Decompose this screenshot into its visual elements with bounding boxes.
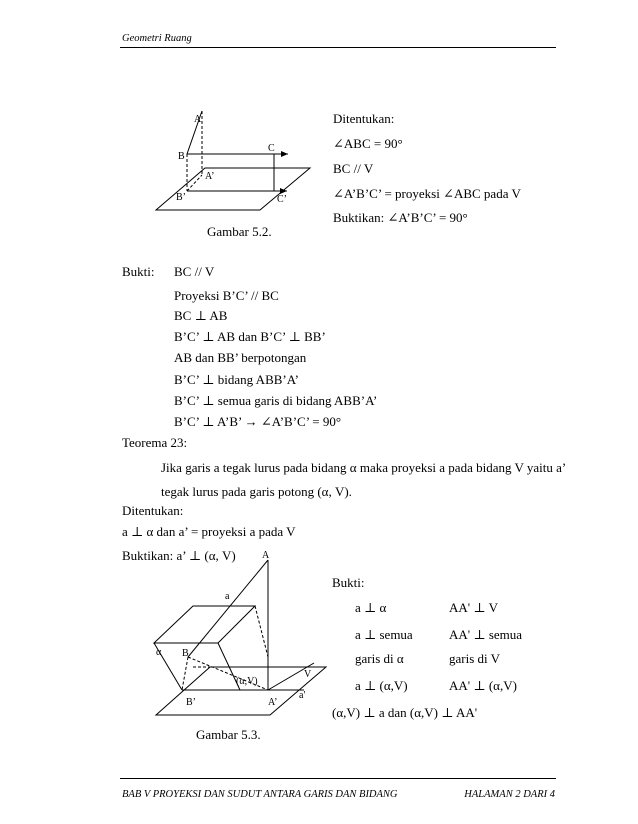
line-dash [182, 657, 188, 690]
label-line-a: a [225, 591, 230, 602]
label-b-prime: B’ [186, 697, 196, 708]
proof-2-right: garis di V [449, 651, 501, 666]
proof-1-step: B’C’ ⊥ A’B’ → ∠A’B’C’ = 90° [174, 414, 342, 429]
given-1-line: ∠ABC = 90° [333, 136, 403, 151]
theorem-prove: Buktikan: a’ ⊥ (α, V) [122, 548, 236, 563]
label-a: A [262, 550, 270, 561]
theorem-given-heading: Ditentukan: [122, 503, 184, 518]
label-alpha-v: (α,V) [236, 676, 258, 687]
proof-1-first: BC // V [174, 264, 215, 279]
proof-1-step: B’C’ ⊥ AB dan B’C’ ⊥ BB’ [174, 329, 326, 344]
theorem-title: Teorema 23: [122, 435, 188, 450]
proof-2-left: a ⊥ α [355, 600, 387, 615]
label-a-prime-line: a' [299, 690, 306, 701]
given-1-heading: Ditentukan: [333, 111, 395, 126]
label-c-prime: C’ [277, 194, 287, 205]
figure-5-2 [150, 105, 320, 220]
proof-2-left: garis di α [355, 651, 404, 666]
footer-chapter: BAB V PROYEKSI DAN SUDUT ANTARA GARIS DAN BIDANG [122, 789, 398, 800]
proof-1-step: B’C’ ⊥ semua garis di bidang ABB’A’ [174, 393, 378, 408]
proof-2-left: a ⊥ (α,V) [355, 678, 408, 693]
label-b: B [178, 151, 185, 162]
proof-2-right: AA' ⊥ semua [449, 627, 523, 642]
theorem-given: a ⊥ α dan a’ = proyeksi a pada V [122, 524, 296, 539]
label-b: B [182, 648, 189, 659]
label-c: C [268, 143, 275, 154]
footer-page-number: HALAMAN 2 DARI 4 [464, 789, 555, 800]
given-1-prove: Buktikan: ∠A’B’C’ = 90° [333, 210, 468, 225]
proof-2-label: Bukti: [332, 575, 365, 590]
label-a-prime: A’ [205, 171, 215, 182]
label-a-prime: A’ [268, 697, 278, 708]
line-dash [255, 606, 268, 657]
given-1-line: BC // V [333, 161, 374, 176]
given-1-line: ∠A’B’C’ = proyeksi ∠ABC pada V [333, 186, 521, 201]
label-v: V [304, 669, 312, 680]
header-rule [120, 47, 556, 48]
figure-5-3 [148, 545, 328, 717]
proof-1-step: AB dan BB’ berpotongan [174, 350, 307, 365]
label-a: A [194, 114, 202, 125]
proof-2-conclusion: (α,V) ⊥ a dan (α,V) ⊥ AA' [332, 705, 478, 720]
footer-rule [120, 778, 556, 779]
label-b-prime: B’ [176, 192, 186, 203]
theorem-statement-line-1: Jika garis a tegak lurus pada bidang α maka proyeksi a pada bidang V yaitu a’ [161, 460, 567, 475]
proof-1-label: Bukti: [122, 264, 155, 279]
label-alpha: α [156, 647, 162, 658]
proof-2-left: a ⊥ semua [355, 627, 413, 642]
figure-5-2-caption: Gambar 5.2. [207, 224, 272, 239]
proof-2-right: AA' ⊥ V [449, 600, 498, 615]
proof-1-step: B’C’ ⊥ bidang ABB’A’ [174, 372, 300, 387]
page-header-title: Geometri Ruang [122, 33, 192, 44]
proof-1-step: Proyeksi B’C’ // BC [174, 288, 279, 303]
proof-2-right: AA' ⊥ (α,V) [449, 678, 517, 693]
proof-1-step: BC ⊥ AB [174, 308, 228, 323]
figure-5-3-caption: Gambar 5.3. [196, 727, 261, 742]
theorem-statement-line-2: tegak lurus pada garis potong (α, V). [161, 484, 352, 499]
